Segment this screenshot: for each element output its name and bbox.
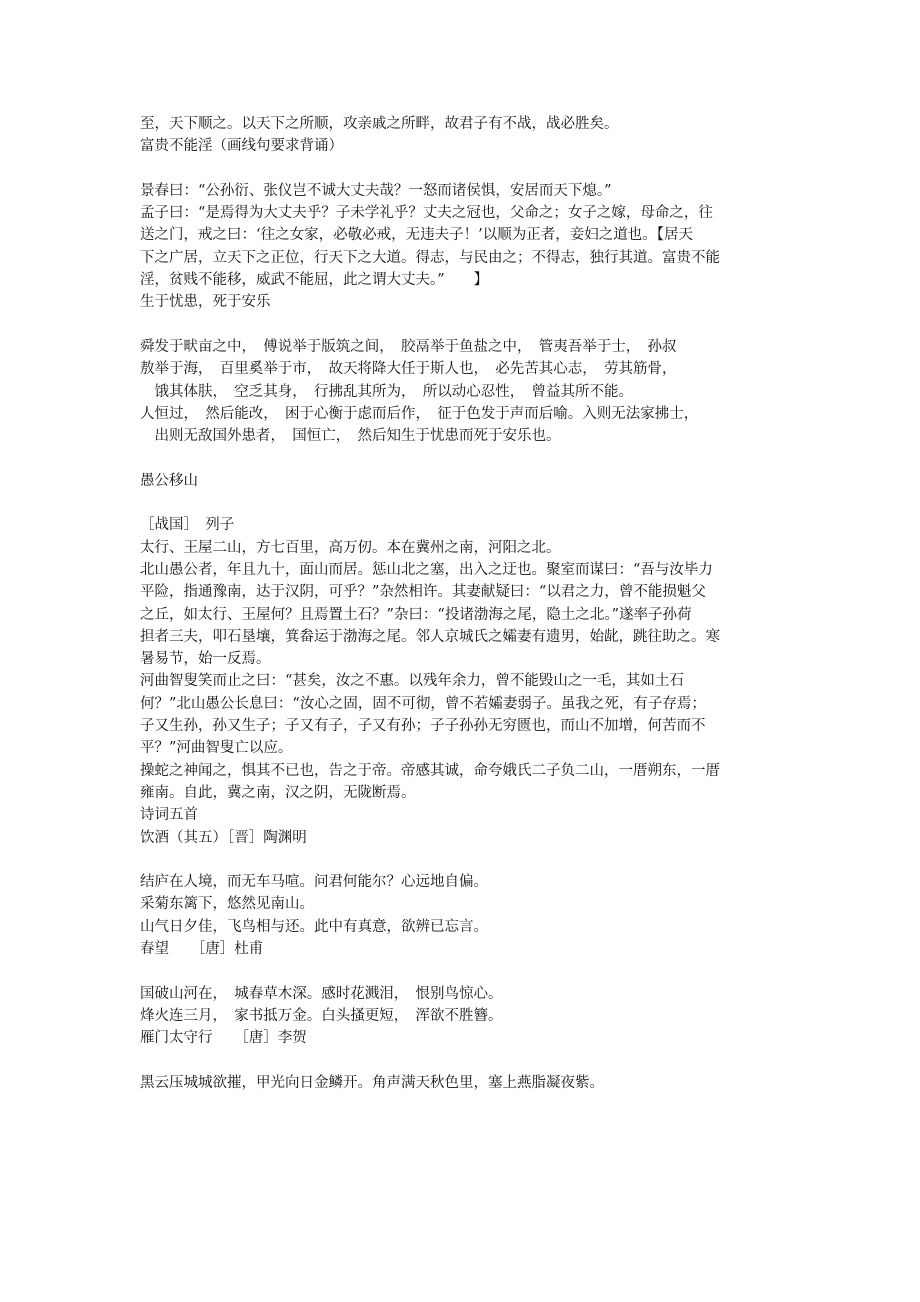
text-line: 暑易节，始一反焉。: [140, 651, 271, 668]
text-line: 操蛇之神闻之，惧其不已也，告之于帝。帝感其诚，命夸娥氏二子负二山，一厝朔东，一厝: [140, 762, 720, 779]
blank-line: [140, 492, 790, 514]
text-line: 饿其体肤， 空乏其身， 行拂乱其所为， 所以动心忍性， 曾益其所不能。: [140, 383, 633, 400]
text-line: 富贵不能淫（画线句要求背诵）: [140, 138, 343, 155]
text-line: 雍南。自此，冀之南，汉之阴，无陇断焉。: [140, 784, 416, 801]
text-line: 黑云压城城欲摧，甲光向日金鳞开。角声满天秋色里，塞上燕脂凝夜紫。: [140, 1074, 604, 1091]
text-line: 诗词五首: [140, 807, 198, 824]
blank-line: [140, 1049, 790, 1071]
text-line: 何？”北山愚公长息曰：“汝心之固，固不可彻，曾不若孀妻弱子。虽我之死，有子存焉；: [140, 695, 706, 712]
text-line: 淫，贫贱不能移，威武不能屈，此之谓大丈夫。” 】: [140, 272, 489, 289]
text-line: 景春曰：“公孙衍、张仪岂不诚大丈夫哉？一怒而诸侯惧，安居而天下熄。”: [140, 182, 612, 199]
text-line: 平险，指通豫南，达于汉阴，可乎？”杂然相许。其妻献疑曰：“以君之力，曾不能损魁父: [140, 584, 706, 601]
text-line: 太行、王屋二山，方七百里，高万仞。本在冀州之南，河阳之北。: [140, 539, 561, 556]
text-line: 之丘，如太行、王屋何？且焉置土石？”杂曰：“投诸渤海之尾，隐土之北。”遂率子孙荷: [140, 606, 692, 623]
text-line: 送之门，戒之曰：‘往之女家，必敬必戒，无违夫子！’以顺为正者，妾妇之道也。【居天: [140, 227, 693, 244]
text-line: 子又生孙，孙又生子；子又有子，子又有孙；子子孙孙无穷匮也，而山不加增，何苦而不: [140, 718, 706, 735]
text-line: 北山愚公者，年且九十，面山而居。惩山北之塞，出入之迂也。聚室而谋曰：“吾与汝毕力: [140, 561, 713, 578]
text-line: 山气日夕佳，飞鸟相与还。此中有真意，欲辨已忘言。: [140, 918, 488, 935]
text-line: 雁门太守行 ［唐］李贺: [140, 1030, 307, 1047]
text-line: 至，天下顺之。以天下之所顺，攻亲戚之所畔，故君子有不战，战必胜矣。: [140, 116, 619, 132]
text-line: 烽火连三月， 家书抵万金。白头搔更短， 浑欲不胜簪。: [140, 1007, 503, 1024]
text-line: 春望 ［唐］杜甫: [140, 940, 264, 957]
blank-line: [140, 158, 790, 180]
blank-line: [140, 447, 790, 469]
text-line: 生于忧患，死于安乐: [140, 294, 271, 311]
document-body: [140, 113, 790, 1094]
text-line: 国破山河在， 城春草木深。感时花溅泪， 恨别鸟惊心。: [140, 985, 503, 1002]
text-line: 敖举于海， 百里奚举于市， 故天将降大任于斯人也， 必先苦其心志， 劳其筋骨，: [140, 361, 677, 378]
blank-line: [140, 314, 790, 336]
blank-line: [140, 960, 790, 982]
text-line: 结庐在人境，而无车马喧。问君何能尔？心远地自偏。: [140, 874, 488, 891]
text-line: 愚公移山: [140, 472, 198, 489]
text-line: 出则无敌国外患者， 国恒亡， 然后知生于忧患而死于安乐也。: [140, 428, 561, 445]
text-line: 平？”河曲智叟亡以应。: [140, 740, 293, 757]
text-line: 下之广居，立天下之正位，行天下之大道。得志，与民由之；不得志，独行其道。富贵不能: [140, 249, 720, 266]
blank-line: [140, 849, 790, 871]
text-line: 采菊东篱下，悠然见南山。: [140, 896, 314, 913]
text-line: 河曲智叟笑而止之曰：“甚矣，汝之不惠。以残年余力，曾不能毁山之一毛，其如土石: [140, 673, 684, 690]
text-line: 人恒过， 然后能改， 困于心衡于虑而后作， 征于色发于声而后喻。入则无法家拂士，: [140, 405, 699, 422]
text-line: ［战国］ 列子: [140, 517, 235, 534]
text-line: 孟子曰：“是焉得为大丈夫乎？子未学礼乎？丈夫之冠也，父命之；女子之嫁，母命之，往: [140, 205, 713, 222]
text-line: 担者三夫，叩石垦壤，箕畚运于渤海之尾。邻人京城氏之孀妻有遗男，始龀，跳往助之。寒: [140, 628, 720, 645]
text-line: 饮酒（其五）［晋］陶渊明: [140, 829, 307, 846]
text-line: 舜发于畎亩之中， 傅说举于版筑之间， 胶鬲举于鱼盐之中， 管夷吾举于士， 孙叔: [140, 338, 677, 355]
